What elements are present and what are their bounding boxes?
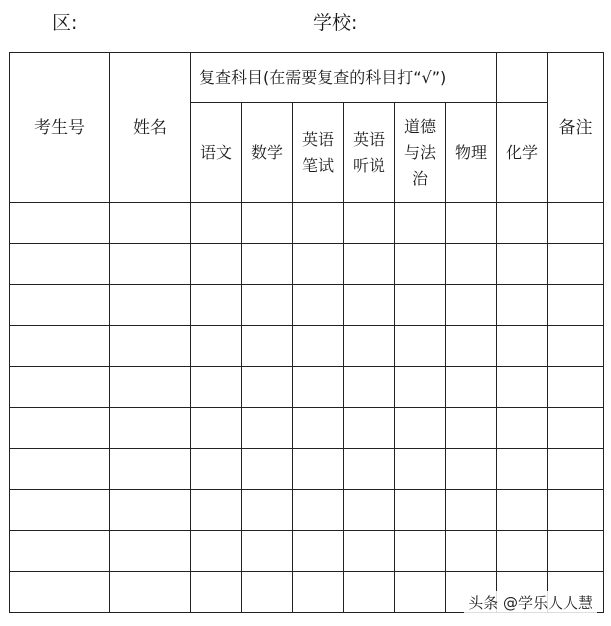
subject-label: 道德 xyxy=(403,116,436,136)
table-cell[interactable] xyxy=(344,285,395,326)
table-cell[interactable] xyxy=(395,285,446,326)
subject-label: 英语 xyxy=(352,129,385,149)
table-cell[interactable] xyxy=(293,203,344,244)
table-cell[interactable] xyxy=(293,490,344,531)
subject-label: 笔试 xyxy=(301,155,334,175)
table-cell[interactable] xyxy=(293,244,344,285)
review-application-table xyxy=(9,52,604,613)
table-cell[interactable] xyxy=(110,408,191,449)
subject-label: 与法 xyxy=(403,142,436,162)
table-cell[interactable] xyxy=(446,531,497,572)
table-cell[interactable] xyxy=(242,449,293,490)
table-cell[interactable] xyxy=(293,572,344,613)
table-cell[interactable] xyxy=(548,449,604,490)
table-cell[interactable] xyxy=(191,285,242,326)
table-cell[interactable] xyxy=(242,326,293,367)
subject-header-6 xyxy=(497,103,548,203)
table-cell[interactable] xyxy=(242,285,293,326)
table-cell[interactable] xyxy=(10,572,110,613)
subject-label: 治 xyxy=(411,168,428,188)
table-row xyxy=(10,408,604,449)
table-cell[interactable] xyxy=(110,326,191,367)
table-cell[interactable] xyxy=(10,285,110,326)
table-cell[interactable] xyxy=(395,326,446,367)
table-row xyxy=(10,203,604,244)
table-cell[interactable] xyxy=(395,531,446,572)
table-cell[interactable] xyxy=(293,367,344,408)
table-cell[interactable] xyxy=(548,203,604,244)
table-cell[interactable] xyxy=(242,367,293,408)
empty-header-cell xyxy=(497,53,548,103)
table-cell[interactable] xyxy=(242,572,293,613)
table-cell[interactable] xyxy=(548,326,604,367)
district-label: 区: xyxy=(52,12,78,34)
table-cell[interactable] xyxy=(446,408,497,449)
table-row xyxy=(10,449,604,490)
watermark: 头条 @学乐人人慧 xyxy=(464,591,597,614)
table-cell[interactable] xyxy=(110,367,191,408)
table-cell[interactable] xyxy=(548,408,604,449)
table-cell[interactable] xyxy=(497,326,548,367)
table-cell[interactable] xyxy=(110,244,191,285)
table-cell[interactable] xyxy=(344,449,395,490)
table-cell[interactable] xyxy=(548,367,604,408)
table-cell[interactable] xyxy=(344,367,395,408)
table-cell[interactable] xyxy=(497,449,548,490)
col-exam-id-header: 考生号 xyxy=(10,53,110,203)
table-cell[interactable] xyxy=(10,326,110,367)
table-cell[interactable] xyxy=(446,449,497,490)
table-cell[interactable] xyxy=(191,326,242,367)
table-cell[interactable] xyxy=(446,326,497,367)
table-cell[interactable] xyxy=(110,531,191,572)
subject-label: 英语 xyxy=(301,129,334,149)
table-cell[interactable] xyxy=(446,490,497,531)
table-cell[interactable] xyxy=(446,244,497,285)
table-cell[interactable] xyxy=(446,367,497,408)
table-row xyxy=(10,285,604,326)
table-cell[interactable] xyxy=(10,367,110,408)
table-cell[interactable] xyxy=(395,490,446,531)
table-cell[interactable] xyxy=(497,408,548,449)
table-cell[interactable] xyxy=(395,244,446,285)
table-cell[interactable] xyxy=(497,244,548,285)
table-cell[interactable] xyxy=(110,203,191,244)
table-cell[interactable] xyxy=(395,449,446,490)
subject-header-0 xyxy=(191,103,242,203)
table-cell[interactable] xyxy=(344,531,395,572)
table-cell[interactable] xyxy=(548,531,604,572)
table-cell[interactable] xyxy=(344,572,395,613)
subject-label: 物理 xyxy=(454,142,487,162)
table-cell[interactable] xyxy=(110,572,191,613)
table-cell[interactable] xyxy=(293,531,344,572)
subject-label: 语文 xyxy=(199,142,232,162)
subject-header-1 xyxy=(242,103,293,203)
subject-label: 听说 xyxy=(352,155,385,175)
table-cell[interactable] xyxy=(10,531,110,572)
table-cell[interactable] xyxy=(242,244,293,285)
table-cell[interactable] xyxy=(191,449,242,490)
table-cell[interactable] xyxy=(344,203,395,244)
table-cell[interactable] xyxy=(10,490,110,531)
table-cell[interactable] xyxy=(10,244,110,285)
table-cell[interactable] xyxy=(10,408,110,449)
table-cell[interactable] xyxy=(497,367,548,408)
table-row xyxy=(10,244,604,285)
table-cell[interactable] xyxy=(344,326,395,367)
table-cell[interactable] xyxy=(293,285,344,326)
table-cell[interactable] xyxy=(446,203,497,244)
subject-header-5 xyxy=(446,103,497,203)
table-cell[interactable] xyxy=(548,244,604,285)
subject-label: 化学 xyxy=(505,142,538,162)
table-cell[interactable] xyxy=(497,531,548,572)
table-row xyxy=(10,326,604,367)
table-cell[interactable] xyxy=(293,408,344,449)
subject-header-3 xyxy=(344,103,395,203)
table-cell[interactable] xyxy=(191,244,242,285)
table-cell[interactable] xyxy=(395,408,446,449)
table-cell[interactable] xyxy=(191,572,242,613)
table-cell[interactable] xyxy=(191,203,242,244)
table-cell[interactable] xyxy=(293,449,344,490)
subject-label: 数学 xyxy=(250,142,283,162)
table-cell[interactable] xyxy=(10,449,110,490)
table-cell[interactable] xyxy=(548,490,604,531)
table-cell[interactable] xyxy=(497,203,548,244)
table-cell[interactable] xyxy=(344,244,395,285)
table-cell[interactable] xyxy=(110,285,191,326)
subject-header-4 xyxy=(395,103,446,203)
table-cell[interactable] xyxy=(242,531,293,572)
table-cell[interactable] xyxy=(548,285,604,326)
table-row xyxy=(10,531,604,572)
table-cell[interactable] xyxy=(191,367,242,408)
table-cell[interactable] xyxy=(395,572,446,613)
subjects-group-header: 复查科目(在需要复查的科目打“√”) xyxy=(191,53,497,103)
table-cell[interactable] xyxy=(110,490,191,531)
table-cell[interactable] xyxy=(395,203,446,244)
table-cell[interactable] xyxy=(191,531,242,572)
table-cell[interactable] xyxy=(242,490,293,531)
table-cell[interactable] xyxy=(110,449,191,490)
table-cell[interactable] xyxy=(191,408,242,449)
table-row xyxy=(10,367,604,408)
table-row xyxy=(10,490,604,531)
col-remarks-header: 备注 xyxy=(548,53,604,203)
table-cell[interactable] xyxy=(242,408,293,449)
table-cell[interactable] xyxy=(497,490,548,531)
table-cell[interactable] xyxy=(344,490,395,531)
col-name-header: 姓名 xyxy=(110,53,191,203)
table-cell[interactable] xyxy=(10,203,110,244)
table-cell[interactable] xyxy=(242,203,293,244)
table-cell[interactable] xyxy=(446,285,497,326)
table-cell[interactable] xyxy=(191,490,242,531)
table-cell[interactable] xyxy=(497,285,548,326)
school-label: 学校: xyxy=(313,12,358,34)
table-cell[interactable] xyxy=(293,326,344,367)
table-cell[interactable] xyxy=(395,367,446,408)
subject-header-2 xyxy=(293,103,344,203)
table-cell[interactable] xyxy=(344,408,395,449)
